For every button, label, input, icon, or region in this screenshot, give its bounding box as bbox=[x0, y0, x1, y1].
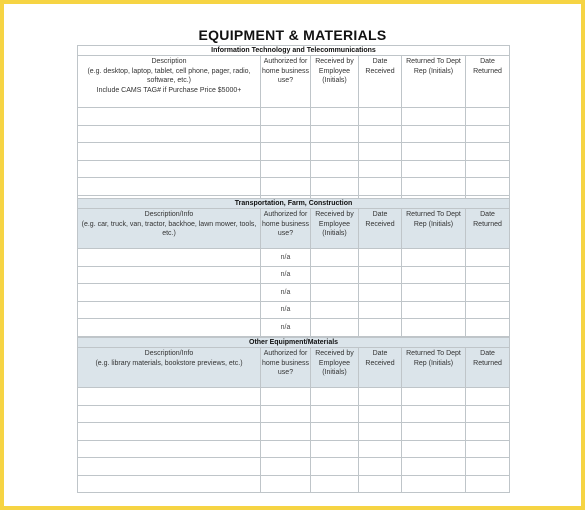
date-returned-cell[interactable] bbox=[466, 319, 510, 337]
description-cell[interactable] bbox=[78, 405, 261, 423]
received-header: Received by Employee (Initials) bbox=[311, 348, 359, 388]
returned-to-header: Returned To Dept Rep (Initials) bbox=[402, 56, 466, 108]
authorized-cell[interactable] bbox=[261, 160, 311, 178]
date-returned-cell[interactable] bbox=[466, 475, 510, 493]
returned-to-header: Returned To Dept Rep (Initials) bbox=[402, 209, 466, 249]
date-received-cell[interactable] bbox=[359, 319, 402, 337]
table-row bbox=[78, 405, 510, 423]
description-header bbox=[78, 56, 261, 108]
description-cell[interactable] bbox=[78, 249, 261, 267]
date-returned-header: Date Returned bbox=[466, 56, 510, 108]
table-row bbox=[78, 319, 510, 337]
returned-to-cell[interactable] bbox=[402, 440, 466, 458]
table-row bbox=[78, 284, 510, 302]
date-returned-cell[interactable] bbox=[466, 301, 510, 319]
authorized-cell[interactable]: n/a bbox=[261, 266, 311, 284]
received-cell[interactable] bbox=[311, 125, 359, 143]
description-header-label: Description/Info bbox=[144, 350, 194, 357]
description-header-examples: (e.g. desktop, laptop, tablet, cell phone, pager, radio, software, etc.) bbox=[87, 67, 251, 84]
table-row bbox=[78, 108, 510, 126]
table-row bbox=[78, 160, 510, 178]
it-telecom-table bbox=[77, 45, 510, 213]
received-cell[interactable] bbox=[311, 160, 359, 178]
date-received-cell[interactable] bbox=[359, 160, 402, 178]
section-title-other: Other Equipment/Materials bbox=[78, 338, 510, 348]
description-cell[interactable] bbox=[78, 319, 261, 337]
received-header: Received by Employee (Initials) bbox=[311, 56, 359, 108]
description-cell[interactable] bbox=[78, 178, 261, 196]
table-row bbox=[78, 249, 510, 267]
returned-to-cell[interactable] bbox=[402, 405, 466, 423]
date-returned-cell[interactable] bbox=[466, 266, 510, 284]
description-cell[interactable] bbox=[78, 423, 261, 441]
authorized-cell[interactable] bbox=[261, 143, 311, 161]
returned-to-cell[interactable] bbox=[402, 301, 466, 319]
table-row bbox=[78, 423, 510, 441]
received-cell[interactable] bbox=[311, 143, 359, 161]
date-received-cell[interactable] bbox=[359, 405, 402, 423]
returned-to-cell[interactable] bbox=[402, 458, 466, 476]
table-row bbox=[78, 178, 510, 196]
received-cell[interactable] bbox=[311, 405, 359, 423]
date-returned-cell[interactable] bbox=[466, 125, 510, 143]
returned-to-cell[interactable] bbox=[402, 125, 466, 143]
date-returned-cell[interactable] bbox=[466, 249, 510, 267]
returned-to-cell[interactable] bbox=[402, 143, 466, 161]
returned-to-cell[interactable] bbox=[402, 475, 466, 493]
authorized-header: Authorized for home business use? bbox=[261, 348, 311, 388]
authorized-cell[interactable] bbox=[261, 405, 311, 423]
returned-to-cell[interactable] bbox=[402, 284, 466, 302]
description-cell[interactable] bbox=[78, 301, 261, 319]
date-received-cell[interactable] bbox=[359, 108, 402, 126]
description-cell[interactable] bbox=[78, 108, 261, 126]
description-header-examples: (e.g. library materials, bookstore previews, etc.) bbox=[95, 359, 243, 367]
description-cell[interactable] bbox=[78, 266, 261, 284]
authorized-cell[interactable] bbox=[261, 475, 311, 493]
date-received-cell[interactable] bbox=[359, 475, 402, 493]
date-received-cell[interactable] bbox=[359, 301, 402, 319]
returned-to-cell[interactable] bbox=[402, 319, 466, 337]
date-received-cell[interactable] bbox=[359, 178, 402, 196]
authorized-cell[interactable] bbox=[261, 440, 311, 458]
table-row bbox=[78, 301, 510, 319]
date-returned-cell[interactable] bbox=[466, 284, 510, 302]
authorized-cell[interactable]: n/a bbox=[261, 284, 311, 302]
date-received-header: Date Received bbox=[359, 209, 402, 249]
authorized-header: Authorized for home business use? bbox=[261, 209, 311, 249]
description-header bbox=[78, 209, 261, 249]
authorized-cell[interactable] bbox=[261, 388, 311, 406]
date-returned-header: Date Returned bbox=[466, 209, 510, 249]
table-row bbox=[78, 266, 510, 284]
received-cell[interactable] bbox=[311, 301, 359, 319]
returned-to-cell[interactable] bbox=[402, 178, 466, 196]
date-received-header: Date Received bbox=[359, 56, 402, 108]
date-returned-cell[interactable] bbox=[466, 423, 510, 441]
description-header-label: Description bbox=[151, 58, 187, 65]
received-cell[interactable] bbox=[311, 440, 359, 458]
date-returned-cell[interactable] bbox=[466, 458, 510, 476]
returned-to-cell[interactable] bbox=[402, 108, 466, 126]
date-returned-cell[interactable] bbox=[466, 405, 510, 423]
description-cell[interactable] bbox=[78, 125, 261, 143]
date-received-cell[interactable] bbox=[359, 284, 402, 302]
date-received-cell[interactable] bbox=[359, 388, 402, 406]
date-returned-cell[interactable] bbox=[466, 108, 510, 126]
returned-to-cell[interactable] bbox=[402, 423, 466, 441]
received-cell[interactable] bbox=[311, 284, 359, 302]
received-cell[interactable] bbox=[311, 475, 359, 493]
other-equipment-table bbox=[77, 337, 510, 493]
authorized-cell[interactable] bbox=[261, 108, 311, 126]
description-header-note: Include CAMS TAG# if Purchase Price $5000+ bbox=[96, 86, 242, 94]
date-returned-cell[interactable] bbox=[466, 440, 510, 458]
date-received-header: Date Received bbox=[359, 348, 402, 388]
date-received-cell[interactable] bbox=[359, 458, 402, 476]
received-cell[interactable] bbox=[311, 249, 359, 267]
date-received-cell[interactable] bbox=[359, 423, 402, 441]
authorized-cell[interactable] bbox=[261, 458, 311, 476]
date-returned-cell[interactable] bbox=[466, 178, 510, 196]
received-cell[interactable] bbox=[311, 178, 359, 196]
table-row bbox=[78, 388, 510, 406]
table-row bbox=[78, 440, 510, 458]
page-title: EQUIPMENT & MATERIALS bbox=[198, 27, 387, 43]
received-header: Received by Employee (Initials) bbox=[311, 209, 359, 249]
table-row bbox=[78, 125, 510, 143]
description-cell[interactable] bbox=[78, 475, 261, 493]
date-returned-cell[interactable] bbox=[466, 388, 510, 406]
authorized-cell[interactable] bbox=[261, 178, 311, 196]
received-cell[interactable] bbox=[311, 266, 359, 284]
description-cell[interactable] bbox=[78, 458, 261, 476]
authorized-cell[interactable] bbox=[261, 125, 311, 143]
description-header bbox=[78, 348, 261, 388]
description-cell[interactable] bbox=[78, 160, 261, 178]
date-received-cell[interactable] bbox=[359, 125, 402, 143]
authorized-cell[interactable]: n/a bbox=[261, 301, 311, 319]
authorized-cell[interactable]: n/a bbox=[261, 319, 311, 337]
date-received-cell[interactable] bbox=[359, 249, 402, 267]
description-cell[interactable] bbox=[78, 440, 261, 458]
table-row bbox=[78, 475, 510, 493]
section-title-transportation: Transportation, Farm, Construction bbox=[78, 199, 510, 209]
received-cell[interactable] bbox=[311, 319, 359, 337]
date-received-cell[interactable] bbox=[359, 266, 402, 284]
transportation-table bbox=[77, 198, 510, 337]
authorized-cell[interactable] bbox=[261, 423, 311, 441]
description-header-examples: (e.g. car, truck, van, tractor, backhoe, lawn mower, tools, etc.) bbox=[81, 220, 257, 237]
returned-to-cell[interactable] bbox=[402, 266, 466, 284]
returned-to-cell[interactable] bbox=[402, 388, 466, 406]
received-cell[interactable] bbox=[311, 458, 359, 476]
description-cell[interactable] bbox=[78, 388, 261, 406]
received-cell[interactable] bbox=[311, 423, 359, 441]
section-title-it: Information Technology and Telecommunications bbox=[78, 46, 510, 56]
date-received-cell[interactable] bbox=[359, 440, 402, 458]
received-cell[interactable] bbox=[311, 388, 359, 406]
description-cell[interactable] bbox=[78, 284, 261, 302]
authorized-header: Authorized for home business use? bbox=[261, 56, 311, 108]
date-returned-cell[interactable] bbox=[466, 143, 510, 161]
description-cell[interactable] bbox=[78, 143, 261, 161]
date-received-cell[interactable] bbox=[359, 143, 402, 161]
authorized-cell[interactable]: n/a bbox=[261, 249, 311, 267]
returned-to-cell[interactable] bbox=[402, 249, 466, 267]
description-header-label: Description/Info bbox=[144, 211, 194, 218]
date-returned-header: Date Returned bbox=[466, 348, 510, 388]
table-row bbox=[78, 143, 510, 161]
returned-to-cell[interactable] bbox=[402, 160, 466, 178]
returned-to-header: Returned To Dept Rep (Initials) bbox=[402, 348, 466, 388]
received-cell[interactable] bbox=[311, 108, 359, 126]
table-row bbox=[78, 458, 510, 476]
date-returned-cell[interactable] bbox=[466, 160, 510, 178]
